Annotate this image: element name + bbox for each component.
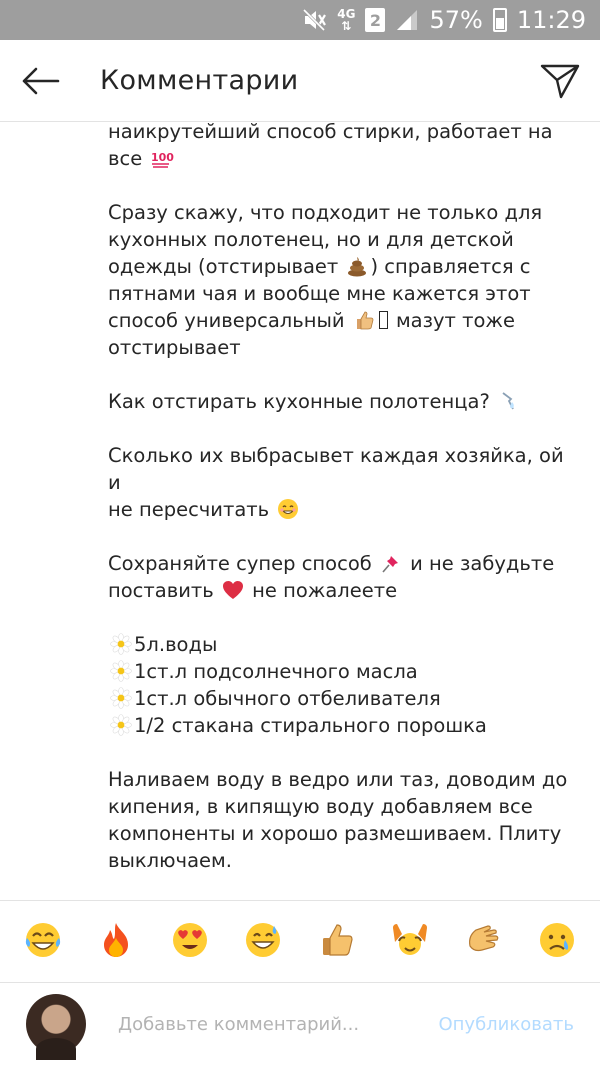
smiling-face-icon <box>277 498 299 520</box>
raising-hands-icon <box>390 920 430 964</box>
comment-scroll-area[interactable] <box>0 122 600 900</box>
comment-line: компоненты и хорошо размешиваем. Плиту <box>108 822 562 845</box>
raising-hands-emoji-button[interactable] <box>386 918 434 966</box>
daisy-icon <box>110 687 132 709</box>
heart-eyes-icon <box>170 920 210 964</box>
comment-line: Как отстирать кухонные полотенца? <box>108 388 578 415</box>
daisy-icon <box>110 633 132 655</box>
comment-text <box>108 118 578 955</box>
comment-line: 5л.воды <box>108 631 578 658</box>
pile-of-poo-icon <box>346 255 368 277</box>
comment-line: пятнами чая и вообще мне кажется этот <box>108 282 531 305</box>
thumbs-up-icon <box>353 309 375 331</box>
fire-icon <box>96 920 136 964</box>
missing-glyph-icon <box>379 311 388 329</box>
daisy-icon <box>110 714 132 736</box>
faucet-drop-icon <box>498 390 520 412</box>
sim-badge: 2 <box>365 8 385 32</box>
red-heart-icon <box>222 579 244 601</box>
thumbs-up-icon <box>317 920 357 964</box>
comment-line: 1ст.л подсолнечного масла <box>108 658 578 685</box>
svg-text:100: 100 <box>151 151 175 164</box>
header <box>0 40 600 122</box>
tears-of-joy-icon <box>23 920 63 964</box>
comment-line: все 100 <box>108 147 175 170</box>
share-button[interactable] <box>520 40 600 122</box>
arrow-left-icon <box>20 66 60 96</box>
grinning-sweat-icon <box>243 920 283 964</box>
comment-line: кухонных полотенец, но и для детской <box>108 228 514 251</box>
comment-line: 1/2 стакана стирального порошка <box>108 712 578 739</box>
crying-face-emoji-button[interactable] <box>533 918 581 966</box>
crying-face-icon <box>537 920 577 964</box>
comment-paragraph <box>108 118 578 172</box>
thumbs-up-emoji-button[interactable] <box>313 918 361 966</box>
fire-emoji-button[interactable] <box>92 918 140 966</box>
comment-composer <box>0 982 600 1065</box>
comment-line: наикрутейший способ стирки, работает на <box>108 120 553 143</box>
clapping-hands-icon <box>464 920 504 964</box>
comment-line: поставить не пожалеете <box>108 579 398 602</box>
status-bar <box>0 0 600 40</box>
network-type: 4G <box>337 7 356 21</box>
paper-plane-icon <box>540 63 580 99</box>
comment-paragraph <box>108 199 578 361</box>
hundred-points-icon <box>150 147 175 169</box>
comment-paragraph <box>108 631 578 739</box>
comment-line: Сразу скажу, что подходит не только для <box>108 201 543 224</box>
emoji-quick-bar <box>0 900 600 982</box>
comment-paragraph <box>108 766 578 874</box>
comment-line: способ универсальный мазут тоже <box>108 309 515 332</box>
comment-paragraph <box>108 550 578 604</box>
comment-line: отстирывает <box>108 336 241 359</box>
comment-paragraph <box>108 442 578 523</box>
mute-icon <box>301 7 327 33</box>
network-indicator <box>337 8 355 32</box>
comment-line: кипения, в кипящую воду добавляем все <box>108 795 533 818</box>
comment-line: 1ст.л обычного отбеливателя <box>108 685 578 712</box>
battery-percent: 57% <box>429 6 483 34</box>
page-title: Комментарии <box>100 65 299 96</box>
comment-line: Сохраняйте супер способ и не забудьте <box>108 552 555 575</box>
publish-button[interactable]: Опубликовать <box>438 1013 574 1035</box>
comment-line: Наливаем воду в ведро или таз, доводим до <box>108 768 568 791</box>
comment-line: Сколько их выбрасывет каждая хозяйка, ой и <box>108 444 564 494</box>
pushpin-icon <box>380 552 402 574</box>
daisy-icon <box>110 660 132 682</box>
tears-of-joy-emoji-button[interactable] <box>19 918 67 966</box>
clapping-hands-emoji-button[interactable] <box>460 918 508 966</box>
battery-icon <box>493 8 507 32</box>
clock: 11:29 <box>516 6 586 34</box>
comment-paragraph <box>108 388 578 415</box>
grinning-sweat-emoji-button[interactable] <box>239 918 287 966</box>
back-button[interactable] <box>0 40 80 122</box>
signal-icon <box>395 8 419 32</box>
avatar <box>26 994 86 1054</box>
heart-eyes-emoji-button[interactable] <box>166 918 214 966</box>
comment-line: одежды (отстирывает ) справляется с <box>108 255 531 278</box>
comment-line: выключаем. <box>108 849 232 872</box>
network-arrows: ⇅ <box>341 19 352 33</box>
comment-line: не пересчитать <box>108 496 578 523</box>
comment-input[interactable] <box>118 1014 438 1035</box>
